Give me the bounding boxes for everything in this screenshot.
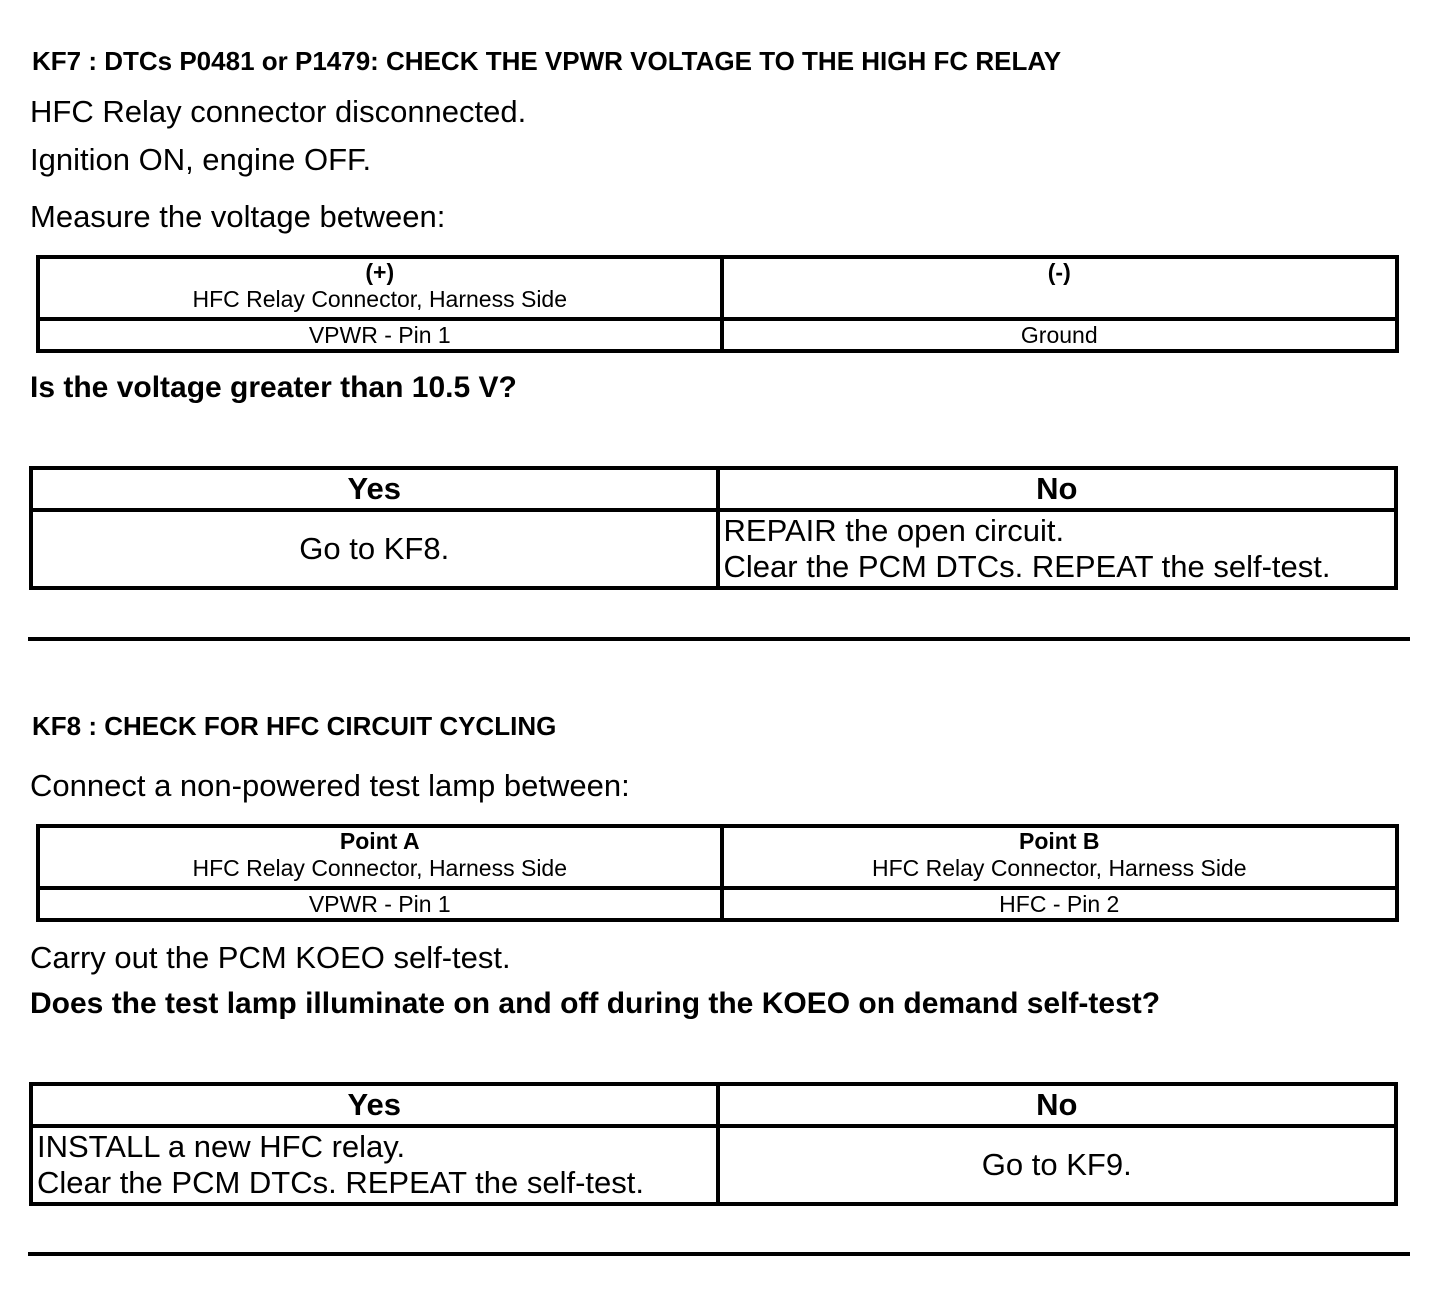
kf8-question: Does the test lamp illuminate on and off during the KOEO on demand self-test?: [30, 987, 1161, 1020]
kf7-measure-col2-header: [722, 257, 1398, 319]
kf8-point-b-sub: HFC Relay Connector, Harness Side: [871, 855, 1247, 881]
kf7-yes-action: [31, 510, 718, 588]
kf7-measure-col1-header: [38, 257, 722, 319]
kf8-point-a-label: Point A: [339, 828, 420, 854]
kf8-measure-col1-header: [38, 826, 722, 888]
kf8-yes-action-line-1: INSTALL a new HFC relay.: [37, 1129, 406, 1164]
kf8-yes-action-line-2: Clear the PCM DTCs. REPEAT the self-test.: [37, 1165, 644, 1200]
kf8-yes-header: Yes: [31, 1084, 718, 1126]
kf7-instruction-measure: Measure the voltage between:: [30, 199, 446, 234]
kf8-no-action: [718, 1126, 1397, 1204]
kf8-point-b-label: Point B: [1019, 828, 1100, 854]
kf7-minus-value: Ground: [722, 319, 1398, 351]
kf8-no-action-line: Go to KF9.: [981, 1147, 1132, 1182]
kf7-yes-action-line: Go to KF8.: [299, 531, 450, 566]
kf8-measure-col2-header: [722, 826, 1398, 888]
kf7-yes-header: Yes: [31, 468, 718, 510]
kf7-result-table: [29, 466, 1398, 590]
kf7-plus-label: (+): [365, 259, 395, 285]
section-divider-2: [28, 1252, 1410, 1256]
kf7-no-action: [718, 510, 1397, 588]
kf7-plus-value: VPWR - Pin 1: [38, 319, 722, 351]
section-divider-1: [28, 637, 1410, 641]
kf7-instruction-disconnect: HFC Relay connector disconnected.: [30, 94, 527, 129]
kf8-point-a-value: VPWR - Pin 1: [38, 888, 722, 920]
kf8-instruction-connect: Connect a non-powered test lamp between:: [30, 768, 630, 803]
kf8-result-table: [29, 1082, 1398, 1206]
kf8-yes-action: [31, 1126, 718, 1204]
kf8-point-b-value: HFC - Pin 2: [722, 888, 1398, 920]
kf7-no-action-line-2: Clear the PCM DTCs. REPEAT the self-test.: [723, 549, 1331, 584]
kf8-title: KF8 : CHECK FOR HFC CIRCUIT CYCLING: [32, 711, 557, 741]
kf8-instruction-self-test: Carry out the PCM KOEO self-test.: [30, 940, 511, 975]
kf7-plus-sub: HFC Relay Connector, Harness Side: [192, 286, 568, 312]
kf8-no-header: No: [718, 1084, 1397, 1126]
kf8-measure-table: [36, 824, 1399, 922]
kf7-instruction-ignition: Ignition ON, engine OFF.: [30, 142, 372, 177]
kf7-no-header: No: [718, 468, 1397, 510]
kf7-minus-label: (-): [1047, 259, 1071, 285]
kf8-point-a-sub: HFC Relay Connector, Harness Side: [192, 855, 568, 881]
kf7-measure-table: [36, 255, 1399, 353]
kf7-title: KF7 : DTCs P0481 or P1479: CHECK THE VPWR VOLTAGE TO THE HIGH FC RELAY: [32, 46, 1062, 76]
kf7-no-action-line-1: REPAIR the open circuit.: [723, 513, 1065, 548]
kf7-question: Is the voltage greater than 10.5 V?: [30, 371, 517, 404]
